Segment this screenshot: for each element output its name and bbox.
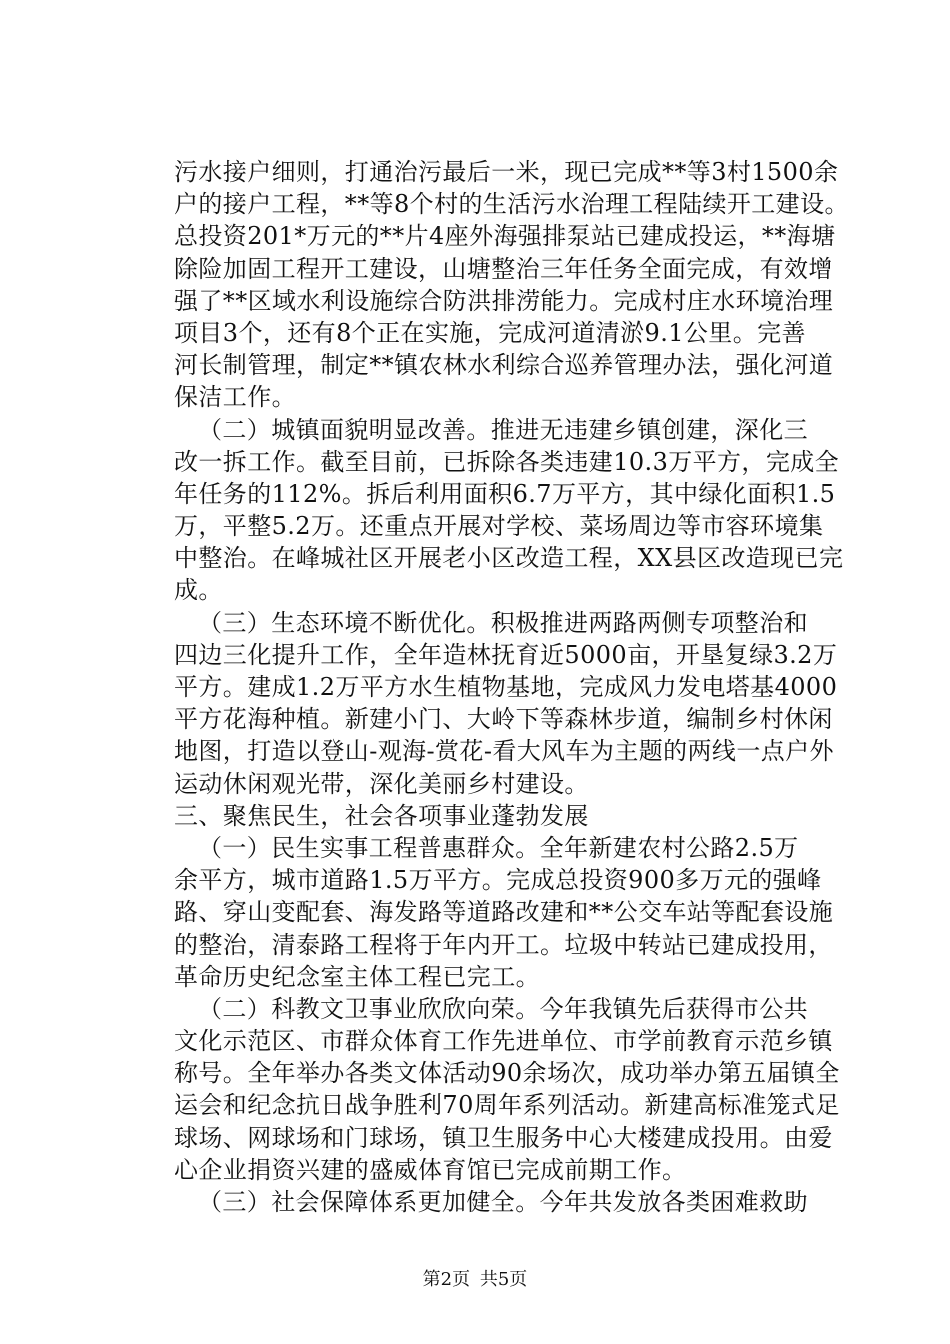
text-line: 中整治。在峰城社区开展老小区改造工程，XX县区改造现已完: [174, 544, 844, 573]
text-line: 的整治，清泰路工程将于年内开工。垃圾中转站已建成投用，: [174, 930, 833, 959]
text-line: 球场、网球场和门球场，镇卫生服务中心大楼建成投用。由爱: [174, 1123, 833, 1152]
text-line: 平方。建成1.2万平方水生植物基地，完成风力发电塔基4000: [174, 673, 838, 701]
text-line: 污水接户细则，打通治污最后一米，现已完成**等3村1500余: [174, 158, 839, 186]
body-text: [174, 156, 849, 1218]
text-line: 地图，打造以登山-观海-赏花-看大风车为主题的两线一点户外: [174, 737, 834, 766]
text-line: 平方花海种植。新建小门、大岭下等森林步道，编制乡村休闲: [174, 705, 833, 734]
text-line: 余平方，城市道路1.5万平方。完成总投资900多万元的强峰: [174, 866, 822, 895]
text-line: 革命历史纪念室主体工程已完工。: [174, 962, 540, 991]
text-line: 文化示范区、市群众体育工作先进单位、市学前教育示范乡镇: [174, 1027, 833, 1056]
text-line: 户的接户工程，**等8个村的生活污水治理工程陆续开工建设。: [174, 190, 849, 219]
text-line: 总投资201*万元的**片4座外海强排泵站已建成投运，**海塘: [174, 222, 836, 251]
text-line: 心企业捐资兴建的盛威体育馆已完成前期工作。: [174, 1155, 687, 1184]
text-line: 项目3个，还有8个正在实施，完成河道清淤9.1公里。完善: [174, 318, 806, 347]
paragraph-heading-line: （二）城镇面貌明显改善。推进无违建乡镇创建，深化三: [198, 415, 808, 444]
text-line: 强了**区域水利设施综合防洪排涝能力。完成村庄水环境治理: [174, 286, 834, 315]
page-footer: [0, 1268, 950, 1292]
text-line: 改一拆工作。截至目前，已拆除各类违建10.3万平方，完成全: [174, 447, 840, 476]
text-line: 河长制管理，制定**镇农林水利综合巡养管理办法，强化河道: [174, 351, 834, 380]
text-line: 四边三化提升工作，全年造林抚育近5000亩，开垦复绿3.2万: [174, 640, 838, 669]
text-line: 称号。全年举办各类文体活动90余场次，成功举办第五届镇全: [174, 1059, 840, 1088]
paragraph-heading-line: （二）科教文卫事业欣欣向荣。今年我镇先后获得市公共: [198, 994, 808, 1023]
paragraph-heading-line: （三）生态环境不断优化。积极推进两路两侧专项整治和: [198, 608, 808, 637]
paragraph-heading-line: （一）民生实事工程普惠群众。全年新建农村公路2.5万: [198, 833, 799, 862]
text-line: 万，平整5.2万。还重点开展对学校、菜场周边等市容环境集: [174, 512, 824, 541]
section-heading: 三、聚焦民生，社会各项事业蓬勃发展: [174, 801, 589, 830]
text-line: 年任务的112%。拆后利用面积6.7万平方，其中绿化面积1.5: [174, 479, 836, 508]
page-number: 第2页: [422, 1269, 471, 1290]
paragraph-heading-line: （三）社会保障体系更加健全。今年共发放各类困难救助: [198, 1188, 808, 1216]
page-total: 共5页: [479, 1269, 528, 1290]
text-line: 路、穿山变配套、海发路等道路改建和**公交车站等配套设施: [174, 898, 834, 927]
text-line: 运会和纪念抗日战争胜利70周年系列活动。新建高标准笼式足: [174, 1091, 840, 1120]
text-line: 运动休闲观光带，深化美丽乡村建设。: [174, 769, 589, 798]
text-line: 保洁工作。: [174, 383, 296, 412]
text-line: 成。: [174, 576, 223, 605]
text-line: 除险加固工程开工建设，山塘整治三年任务全面完成，有效增: [174, 254, 833, 283]
